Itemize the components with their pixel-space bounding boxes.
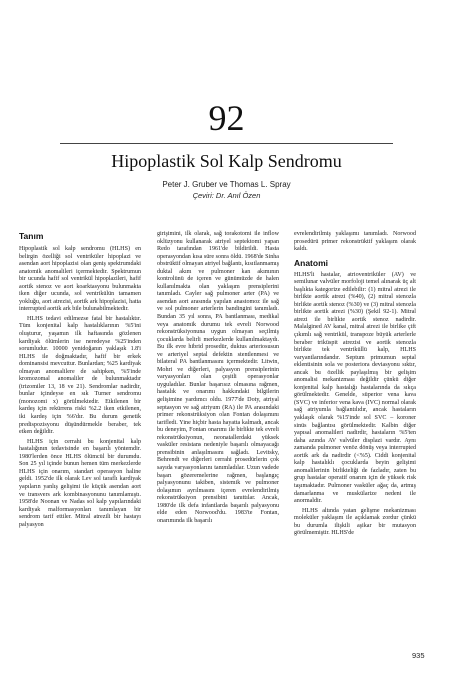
paragraph: HLHS tedavi edilmezse fatal bir hastalıktır. Tüm konjenital kalp hastalıklarının %5'ini oluşturur, yaşamın ilk haftasında gözlenen kardiyak ölümlerin ise neredeyse %25'inden sorumludur. 10000 yenidoğanın yaklaşık 1.8'i HLHS ile doğmaktadır, hafif bir erkek dominansisi mevcuttur. Bunlardan; %25 kardiyak olmayan anomalilere de sahipken, %5'inde kromozomal anomaliler de bulunmaktadır (trizomiler 13, 18 ve 21). Sendromlar nadirdir, bunlar içindeyse en sık Turner sendromu (monozomi x) görülmektedir. Etkilenen bir kardeş için rekürrens riski %2.2 iken etkilenen, iki kardeş için %6'dır. Bu durum genetik predispozisyonu düşündürmekle beraber, tek etken değildir.: [19, 315, 141, 436]
text-column-2: [157, 231, 279, 527]
section-heading-anatomi: Anatomi: [294, 257, 328, 268]
text-column-3: [294, 231, 416, 540]
paragraph: Hipoplastik sol kalp sendromu (HLHS) en belirgin özelliği sol ventriküler hipoplazi ve asendan aort hipoplazisi olan geniş spektrumdaki anatomik anomalileri içermektedir. Spektrumun bir ucunda hafif sol ventrikül hipoplazileri, hafif aortik stenoz ve aort koarktasyonu bulunmakta iken diğer ucunda, sol ventrikülün tamamen yokluğu, aort atrezisi, aortik ark hipoplazisi, hatta interrupted aortik ark bile bulunabilmektedir.: [19, 246, 141, 313]
text-column-1: [19, 246, 141, 531]
paragraph: HLHS'li hastalar, atrioventriküler (AV) ve semilunar valvüler morfoloji temel alınarak üç alt başlıkta kategorize edilebilir: (1) mitral atrezi ile birlikte aortik atrezi (%40), (2) mitral stenozla birlikte aortik stenoz (%30) ve (3) mitral stenozla birlikte aortik atrezi (%30) (Şekil 92-1). Mitral atrezi ile birlikte aortik stenoz nadirdir. Malalgined AV kanal, mitral atrezi ile birlike çift çıkımlı sağ ventrikül, transpoze büyük arterlerle beraber triküspit atrezisi ve aortik stenozla birlikte tek ventriküllü kalp, HLHS varyantlarındandır. Septum primumun septal eklentisinin sola ve posteriora deviasyonu sıktır, ancak bu özellik paylaşılmış bir gelişim anomalisi mekanizması değildir çünkü diğer konjenital kalp hastalığı hastalarında da sıkça görülmektedir. Genelde, süperior vena kava (SVC) ve inferior vena kava (IVC) normal olarak sağ atriyumla bağlantılıdır, ancak hastaların yaklaşık olarak %15'inde sol SVC – koroner sinüs bağlantısı görülmektedir. Kalbin diğer yapısal anomalileri nadirdir, hastaların %5'ten daha azında AV valvüler displazi vardır. Aynı zamanda pulmoner venöz dönüş veya interrupted aortik ark da nadirdir (<%5). Ciddi konjenital kalp hastalıklı çocuklarda beyin gelişimi anomalilerinin birlikteliği de fazladır, zaten bu grup hastalar operatif onarım için de yüksek risk taşımaktadır. Pulmoner vasküler ağaç da, artmış damarlanma ve muskülarize nedeni ile anormaldir.: [294, 271, 416, 505]
page-number: 935: [412, 651, 425, 660]
section-heading-tanim: Tanım: [19, 231, 44, 241]
paragraph: girişimini, ilk olarak, sağ torakotomi ile inflow oklüzyonu kullanarak atriyel septektomi yapan Redo tarafından 1961'de bildirildi. Hasta operasyondan kısa süre sonra öldü. 1968'de Sinha obstrüktif olmayan atriyel bağlantı, kısıtlanmamış duktal akım ve pulmoner kan akımının kontrolünü de içeren ve günümüzde de halen kullanılmakta olan yaklaşım prensiplerini tanımladı. Cayler sağ pulmoner arter (PA) ve asendan aort arasında yapılan anastomoz ile sağ ve sol pulmoner arterlerin bandingini tanımladı. Bundan 35 yıl sonra, PA bantlanması, medikal veya anatomik durumu tek evreli Norwood rekonstrüksiyonuna uygun olmayan seçilmiş çocuklarda belirli merkezlerde kullanılmaktaydı. Bu ilk evre hibrid prosedür, duktus arteriosusun ve arteriyel septal defektin stentlenmesi ve bilateral PA bantlanmasını içermektedir. Litwin, Mohri ve diğerleri, palyasyon prensiplerinin varyasyonları olan çeşitli operasyonlar uyguladılar. Bunlar başarısız olmasına rağmen, hastalık ve onarımı hakkındaki bilgilerin gelişimine yardımcı oldu. 1977'de Doty, atriyal septasyon ve sağ atriyum (RA) ile PA arasındaki primer rekonstrüksiyon olan Fontan dolaşımını tarifledi. Yine hiçbir hasta hayatta kalmadı, ancak bu deneyim, Fontan onarımı ile birlikte tek evreli rekonstrüksiyonun, neonatallerdaki yüksek vasküler resistans nedeniyle başarılı olmayacağı prensibinin anlaşılmasını sağladı. Levitsky, Behrendt ve diğerleri cerrahi prosedürlerin çok sayıda varyasyonlarını tanımladılar. Uzun vadede başarı gözeremelerine rağmen, başlangıç palyasyonunu takiben, sistemik ve pulmoner dolaşımın ayrılmasını içeren evrelendirilmiş rekonstrüksiyon prensibini tanıttılar. Ancak, 1980'de ilk defa infantlarda başarılı palyasyonu elde eden Norwood'du. 1983'te Fontan, onarımında ilk başarılı: [157, 231, 279, 524]
chapter-title: Hipoplastik Sol Kalp Sendromu: [111, 151, 342, 171]
paragraph: evrelendirilmiş yaklaşımı tanımladı. Norwood prosedürü primer rekonstrüktif yaklaşım olarak kaldı.: [294, 231, 416, 253]
chapter-translator: Çeviri: Dr. Anıl Özen: [192, 191, 261, 200]
chapter-authors: Peter J. Gruber ve Thomas L. Spray: [162, 180, 291, 189]
chapter-number: 92: [208, 98, 245, 138]
title-divider: [60, 143, 393, 144]
paragraph: HLHS için cerrahi bu konjenital kalp hastalığının tedavisinde en başarılı yöntemdir. 1980'lerden önce HLHS ölümcül bir durumdu. Son 25 yıl içinde bunun hemen tüm merkezlerde HLHS için onarım, standart operasyon haline geldi. 1952'de ilk olarak Lev sol taraflı kardiyak yapıların yanlış gelişimi ile küçük asendan aort ve transvers ark kombinasyonunu tanımlamıştı. 1958'de Noonan ve Nadas sol kalp yapılarındaki kardiyak malformasyonları tanımlayan bir sendrom tarif ettiler. Mitral atrezili bir hastayı palyasyon: [19, 438, 141, 528]
paragraph: HLHS altında yatan gelişme mekanizması moleküler yaklaşım ile açıklamak zordur çünkü bu durumla ilişkili aşikar bir mutasyon görülmemiştir. HLHS'de: [294, 507, 416, 537]
